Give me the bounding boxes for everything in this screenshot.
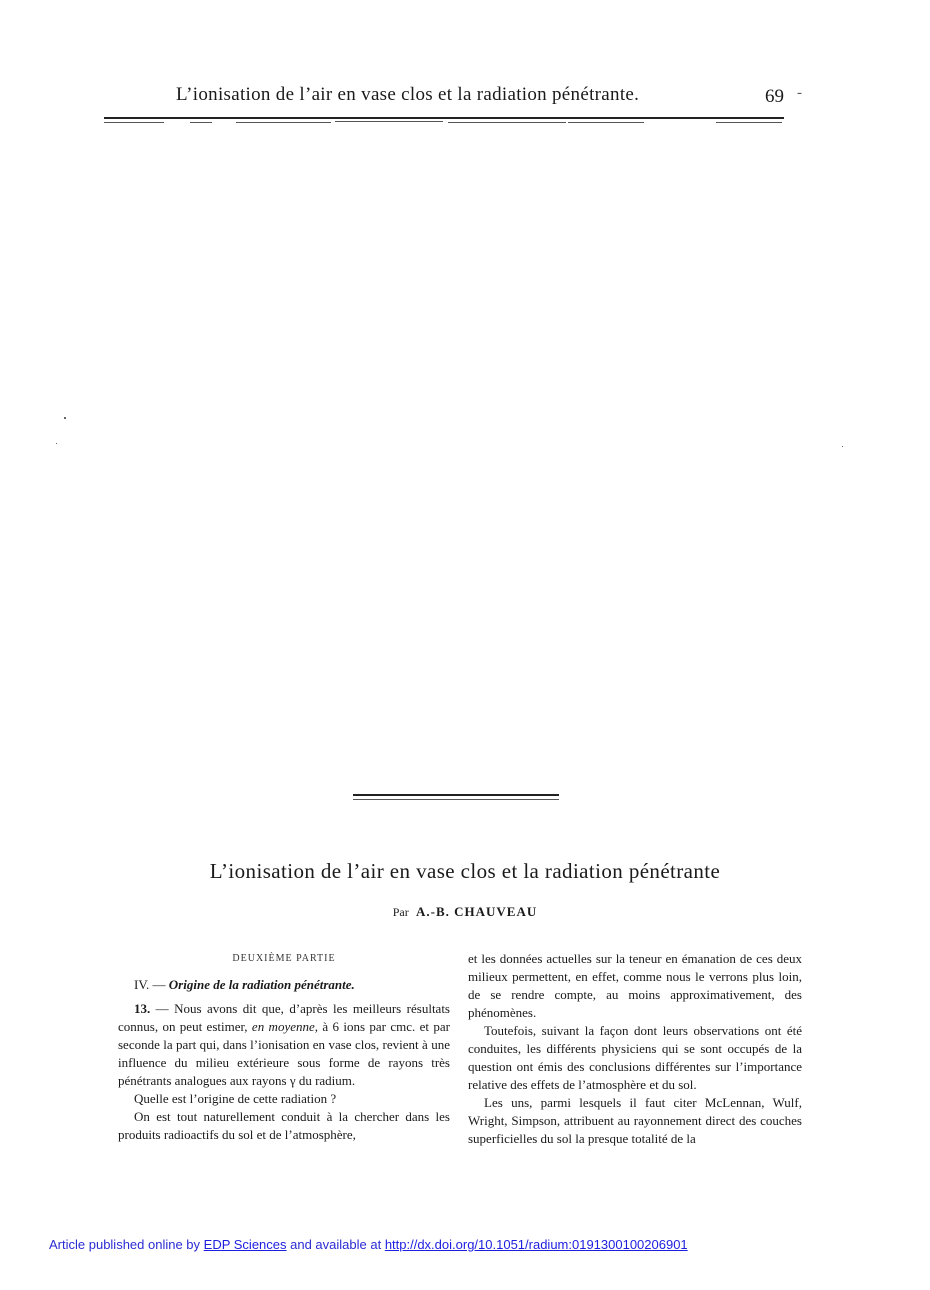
paragraph-13-emphasis: en moyenne, [251, 1019, 319, 1034]
section-heading [118, 976, 450, 994]
page-number: 69 [765, 86, 784, 107]
part-heading: DEUXIÈME PARTIE [232, 953, 336, 964]
paragraph-13-text-a: — Nous avons dit que, d’après les meilleurs résultats connus, on peut estimer, [118, 1001, 450, 1034]
doi-link[interactable]: http://dx.doi.org/10.1051/radium:0191300100206901 [384, 1237, 688, 1252]
paragraph-number: 13. [134, 1001, 151, 1016]
author-name: A.-B. CHAUVEAU [416, 904, 538, 919]
paragraph-les-uns: Les uns, parmi lesquels il faut citer McLennan, Wulf, Wright, Simpson, attribuent au rayonnement direct des couches superficielles du sol la presque totalité de la [468, 1095, 802, 1146]
section-title: Origine de la radiation pénétrante. [168, 977, 355, 992]
paragraph-toutefois: Toutefois, suivant la façon dont leurs observations ont été conduites, les différents physiciens qui se sont occupés de la question ont émis des conclusions différentes sur l’importance relative des effets de l’atmosphère et du sol. [468, 1023, 802, 1092]
paragraph-continuation: et les données actuelles sur la teneur en émanation de ces deux milieux permettent, en effet, comme nous le verrons plus loin, de se rendre compte, au moins approximativement, des phénomènes. [468, 951, 802, 1020]
paragraph-answer: On est tout naturellement conduit à la chercher dans les produits radioactifs du sol et de l’atmosphère, [118, 1109, 450, 1142]
page-number-dash: - [797, 85, 802, 101]
right-column [468, 950, 802, 1148]
paragraph-question: Quelle est l’origine de cette radiation ? [134, 1091, 337, 1106]
article-title: L’ionisation de l’air en vase clos et la radiation pénétrante [209, 859, 721, 883]
byline [0, 904, 930, 920]
paragraph-13-text-b: à 6 ions par cmc. et par seconde la part qui, dans l’ionisation en vase clos, revient à une influence du milieu extérieure sous forme de rayons très pénétrants analogues aux rayons γ du radium. [118, 1019, 450, 1088]
scan-speck [56, 443, 57, 444]
left-column [118, 950, 450, 1144]
publication-footer [49, 1237, 688, 1252]
scan-speck [842, 446, 843, 447]
scan-speck [64, 417, 66, 419]
paragraph-13 [118, 1000, 450, 1090]
footer-text-b: and available at [286, 1237, 385, 1252]
running-header-title: L’ionisation de l’air en vase clos et la radiation pénétrante. [176, 84, 640, 105]
footer-text-a: Article published online by [49, 1237, 204, 1252]
byline-prefix: Par [392, 905, 409, 919]
section-number: IV. — [134, 977, 166, 992]
publisher-link[interactable]: EDP Sciences [203, 1237, 287, 1252]
